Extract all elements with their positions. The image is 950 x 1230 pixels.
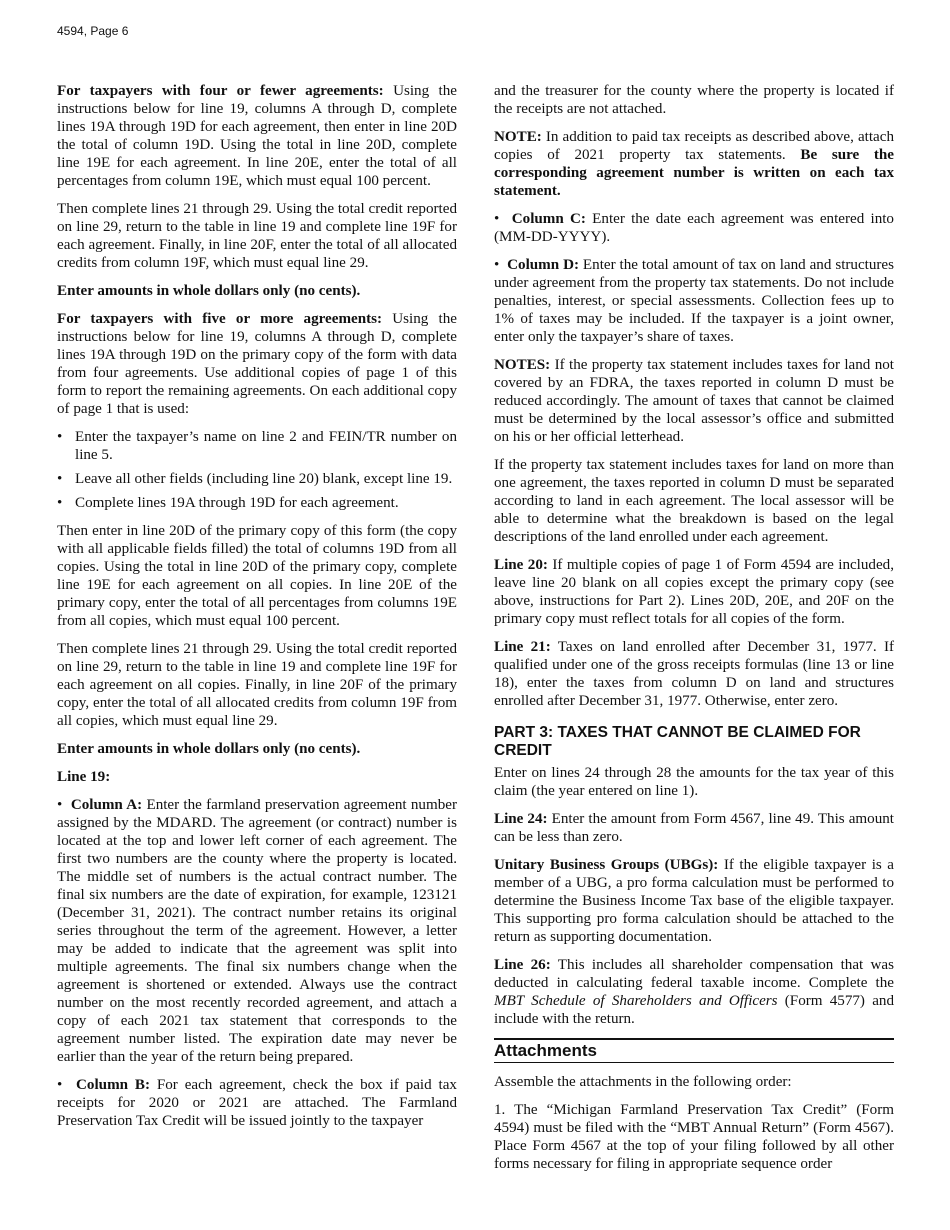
column-c-label: Column C: <box>511 211 586 227</box>
line-24-text: Enter the amount from Form 4567, line 49. This amount can be less than zero. <box>494 811 894 845</box>
note-text: In addition to paid tax receipts as described above, attach copies of 2021 property tax statements. <box>494 129 894 163</box>
four-or-fewer-label: For taxpayers with four or fewer agreements: <box>57 83 384 99</box>
column-c-paragraph <box>494 210 894 246</box>
notes-text: If the property tax statement includes taxes for land not covered by an FDRA, the taxes reported in column D must be reduced accordingly. The amount of taxes that cannot be claimed must be determined by the local assessor’s office and submitted on his or her official letterhead. <box>494 357 894 445</box>
column-b-text: For each agreement, check the box if paid tax receipts for 2020 or 2021 are attached. The Farmland Preservation Tax Credit will be issued jointly to the taxpayer <box>57 1077 457 1129</box>
line-19-heading <box>57 768 457 786</box>
line-20-label: Line 20: <box>494 557 548 573</box>
line-26-label: Line 26: <box>494 957 551 973</box>
note-emphasis: Be sure the corresponding agreement number is written on each tax statement. <box>494 147 895 199</box>
note-label: NOTE: <box>494 129 542 145</box>
line-19-heading-text: Line 19: <box>57 769 111 785</box>
column-c-text: Enter the date each agreement was entered into (MM-DD-YYYY). <box>494 211 894 245</box>
part-3-heading: PART 3: TAXES THAT CANNOT BE CLAIMED FOR CREDIT <box>494 724 861 759</box>
column-d-text: Enter the total amount of tax on land and structures under agreement from the property tax statements. Do not include penalties, interest, or special assessments. Collection fees up to 1% of taxes may be included. If the taxpayer is a joint owner, enter only the taxpayer’s share of taxes. <box>494 257 895 345</box>
attachments-intro: Assemble the attachments in the following order: <box>494 1074 792 1090</box>
line-26-paragraph <box>494 956 894 1028</box>
line-21-text: Taxes on land enrolled after December 31, 1977. If qualified under one of the gross receipts formulas (line 13 or line 18), enter the taxes from column D on land and structures enrolled after December 31, 1977. Otherwise, enter zero. <box>494 639 894 709</box>
line-20-text: If multiple copies of page 1 of Form 4594 are included, leave line 20 blank on all copies except the primary copy (see above, instructions for Part 2). Lines 20D, 20E, and 20F on the primary copy must reflect totals for all copies of the form. <box>494 557 894 627</box>
multiple-agreements-paragraph: If the property tax statement includes taxes for land on more than one agreement, the taxes reported in column D must be separated according to land in each agreement. The local assessor will be able to determine what the breakdown is based on the legal descriptions of the land enrolled under each agreement. <box>494 457 894 545</box>
column-d-paragraph <box>494 256 894 346</box>
line-21-label: Line 21: <box>494 639 551 655</box>
line-21-paragraph <box>494 638 894 710</box>
note-paragraph <box>494 128 894 200</box>
then-complete-paragraph-1: Then complete lines 21 through 29. Using the total credit reported on line 29, return to the table in line 19 and complete line 19F for each agreement. Finally, in line 20F, enter the total of all allocated credits from column 19F, which must equal line 29. <box>57 201 457 271</box>
column-d-label: Column D: <box>507 257 579 273</box>
attachments-heading: Attachments <box>494 1038 894 1063</box>
column-a-label: Column A: <box>70 797 143 813</box>
right-column <box>494 82 894 1183</box>
five-or-more-text: Using the instructions below for line 19, columns A through D, complete lines 19A through 19D on the primary copy of the form with data from four agreements. Use additional copies of page 1 of this form to report the remaining agreements. On each additional copy of page 1 that is used: <box>57 311 457 417</box>
attachments-item-1: 1. The “Michigan Farmland Preservation Tax Credit” (Form 4594) must be filed with the “MBT Annual Return” (Form 4567). Place Form 4567 at the top of your filing followed by all other forms necessary for filing in appropriate sequence order <box>494 1102 894 1172</box>
notes-paragraph <box>494 356 894 446</box>
then-complete-paragraph-2: Then complete lines 21 through 29. Using the total credit reported on line 29, return to the table in line 19 and complete line 19F for each agreement on all copies. Finally, in line 20F of the primary copy, enter the total of all allocated credits from column 19F from all copies, which must equal line 29. <box>57 641 457 729</box>
ubg-label: Unitary Business Groups (UBGs): <box>494 857 719 873</box>
column-a-text: Enter the farmland preservation agreement number assigned by the MDARD. The agreement (or contract) number is located at the top and lower left corner of each agreement. The first two numbers are the county where the property is located. The middle set of numbers is the actual contract number. The final six numbers are the date of expiration, for example, 123121 (December 31, 2021). The contract number retains its original series throughout the term of the agreement. However, a letter may be added to indicate that the agreement was split into multiple agreements. The final six numbers change when the agreement is shortened or extended. Always use the contract number on the most recently recorded agreement, and attach a copy of each 2021 tax statement that corresponds to the agreement number listed. The expiration date may never be earlier than the year of the return being prepared. <box>57 797 457 1065</box>
line-26-text: This includes all shareholder compensation that was deducted in calculating federal taxable income. Complete the <box>494 957 895 991</box>
whole-dollars-text-1: Enter amounts in whole dollars only (no cents). <box>57 283 361 299</box>
line-20-paragraph <box>494 556 894 628</box>
ubg-paragraph <box>494 856 894 946</box>
line-24-paragraph <box>494 810 894 846</box>
column-a-paragraph <box>57 796 457 1066</box>
treasurer-paragraph: and the treasurer for the county where the property is located if the receipts are not attached. <box>494 83 894 117</box>
line-26-schedule-title: MBT Schedule of Shareholders and Officers <box>494 993 778 1009</box>
notes-label: NOTES: <box>494 357 551 373</box>
left-column <box>57 82 457 1140</box>
column-b-paragraph <box>57 1076 457 1130</box>
four-or-fewer-paragraph <box>57 82 457 190</box>
primary-copy-paragraph: Then enter in line 20D of the primary copy of this form (the copy with all applicable fields filled) the total of columns 19D from all copies. Using the total in line 20D of the primary copy, complete line 19E for each agreement on all copies. In line 20E of the primary copy, enter the total of all percentages from columns 19E from all copies, which must equal 100 percent. <box>57 523 457 629</box>
whole-dollars-text-2: Enter amounts in whole dollars only (no cents). <box>57 741 361 757</box>
four-or-fewer-text: Using the instructions below for line 19, columns A through D, complete lines 19A through 19D for each agreement, then enter in line 20D the total of column 19D. Using the total in line 20D, complete line 19E for each agreement. In line 20E, enter the total of all percentages from column 19E, which must equal 100 percent. <box>57 83 457 189</box>
line-24-label: Line 24: <box>494 811 548 827</box>
part-3-intro: Enter on lines 24 through 28 the amounts for the tax year of this claim (the year entered on line 1). <box>494 765 894 799</box>
line-26-text-end: (Form 4577) and include with the return. <box>494 993 894 1027</box>
ubg-text: If the eligible taxpayer is a member of a UBG, a pro forma calculation must be performed to determine the Business Income Tax base of the eligible taxpayer. This supporting pro forma calculation should be attached to the return as supporting documentation. <box>494 857 894 945</box>
five-or-more-label: For taxpayers with five or more agreements: <box>57 311 383 327</box>
bullet-item: • Leave all other fields (including line 20) blank, except line 19. <box>57 470 457 488</box>
five-or-more-paragraph <box>57 310 457 418</box>
column-b-label: Column B: <box>76 1077 150 1093</box>
bullet-item: • Enter the taxpayer’s name on line 2 and FEIN/TR number on line 5. <box>57 428 457 464</box>
page-number: 4594, Page 6 <box>57 24 129 38</box>
bullet-item: • Complete lines 19A through 19D for each agreement. <box>57 494 457 512</box>
whole-dollars-note-1 <box>57 282 457 300</box>
whole-dollars-note-2 <box>57 740 457 758</box>
